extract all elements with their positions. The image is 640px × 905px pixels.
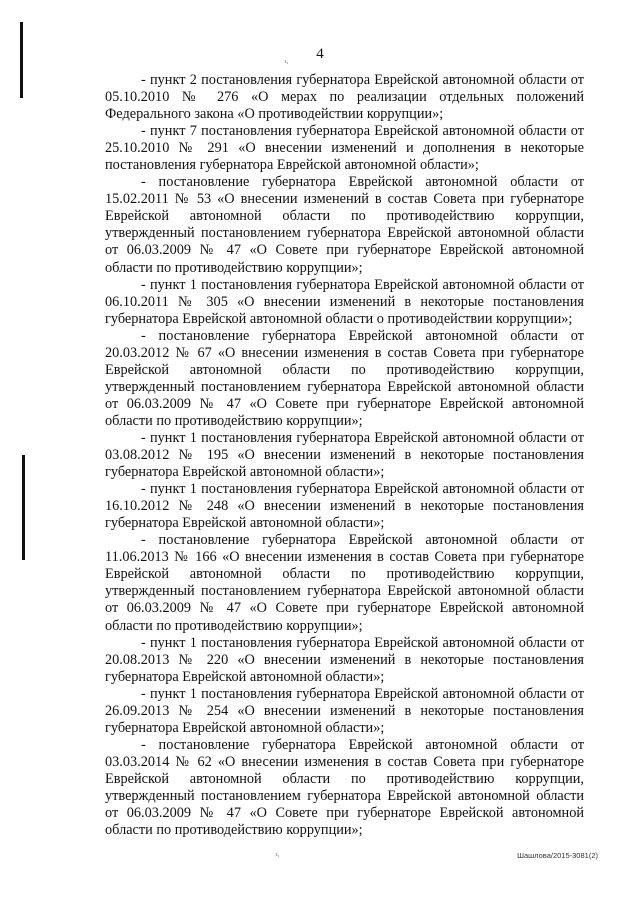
page-number: 4 [316, 46, 324, 62]
list-item: - пункт 1 постановления губернатора Еврейской автономной области от 16.10.2012 № 248 «О внесении изменений в некоторые постановления губернатора Еврейской автономной области»; [105, 481, 584, 532]
footer-code: Шашлова/2015-3081(2) [517, 851, 598, 860]
scan-margin-mark [22, 455, 25, 560]
document-body [105, 72, 584, 839]
list-item: - пункт 1 постановления губернатора Еврейской автономной области от 06.10.2011 № 305 «О внесении изменений в некоторые постановления губернатора Еврейской автономной области о противодействии коррупции»; [105, 276, 584, 327]
list-item: - пункт 1 постановления губернатора Еврейской автономной области от 26.09.2013 № 254 «О внесении изменений в некоторые постановления губернатора Еврейской автономной области»; [105, 685, 584, 736]
scan-speck: ı, [276, 852, 280, 858]
list-item: - пункт 1 постановления губернатора Еврейской автономной области от 03.08.2012 № 195 «О внесении изменений в некоторые постановления губернатора Еврейской автономной области»; [105, 429, 584, 481]
list-item: - постановление губернатора Еврейской автономной области от 20.03.2012 № 67 «О внесении изменения в состав Совета при губернаторе Еврейской автономной области по противодействию коррупции, утвержденный постановлением губернатора Еврейской автономной области от 06.03.2009 № 47 «О Совете при губернаторе Еврейской автономной области по противодействию коррупции»; [105, 327, 584, 429]
list-item: - постановление губернатора Еврейской автономной области от 03.03.2014 № 62 «О внесении изменения в состав Совета при губернаторе Еврейской автономной области по противодействию коррупции, утвержденный постановлением губернатора Еврейской автономной области от 06.03.2009 № 47 «О Совете при губернаторе Еврейской автономной области по противодействию коррупции»; [105, 736, 584, 839]
list-item: - пункт 1 постановления губернатора Еврейской автономной области от 20.08.2013 № 220 «О внесении изменений в некоторые постановления губернатора Еврейской автономной области»; [105, 634, 584, 685]
list-item: - постановление губернатора Еврейской автономной области от 15.02.2011 № 53 «О внесении изменений в состав Совета при губернаторе Еврейской автономной области по противодействию коррупции, утвержденный постановлением губернатора Еврейской автономной области от 06.03.2009 № 47 «О Совете при губернаторе Еврейской автономной области по противодействию коррупции»; [105, 174, 584, 276]
scan-speck: ı, [285, 59, 289, 65]
list-item: - пункт 2 постановления губернатора Еврейской автономной области от 05.10.2010 № 276 «О мерах по реализации отдельных положений Федерального закона «О противодействии коррупции»; [105, 72, 584, 123]
list-item: - пункт 7 постановления губернатора Еврейской автономной области от 25.10.2010 № 291 «О внесении изменений и дополнения в некоторые постановления губернатора Еврейской автономной области»; [105, 123, 584, 174]
list-item: - постановление губернатора Еврейской автономной области от 11.06.2013 № 166 «О внесении изменения в состав Совета при губернаторе Еврейской автономной области по противодействию коррупции, утвержденный постановлением губернатора Еврейской автономной области от 06.03.2009 № 47 «О Совете при губернаторе Еврейской автономной области по противодействию коррупции»; [105, 532, 584, 634]
